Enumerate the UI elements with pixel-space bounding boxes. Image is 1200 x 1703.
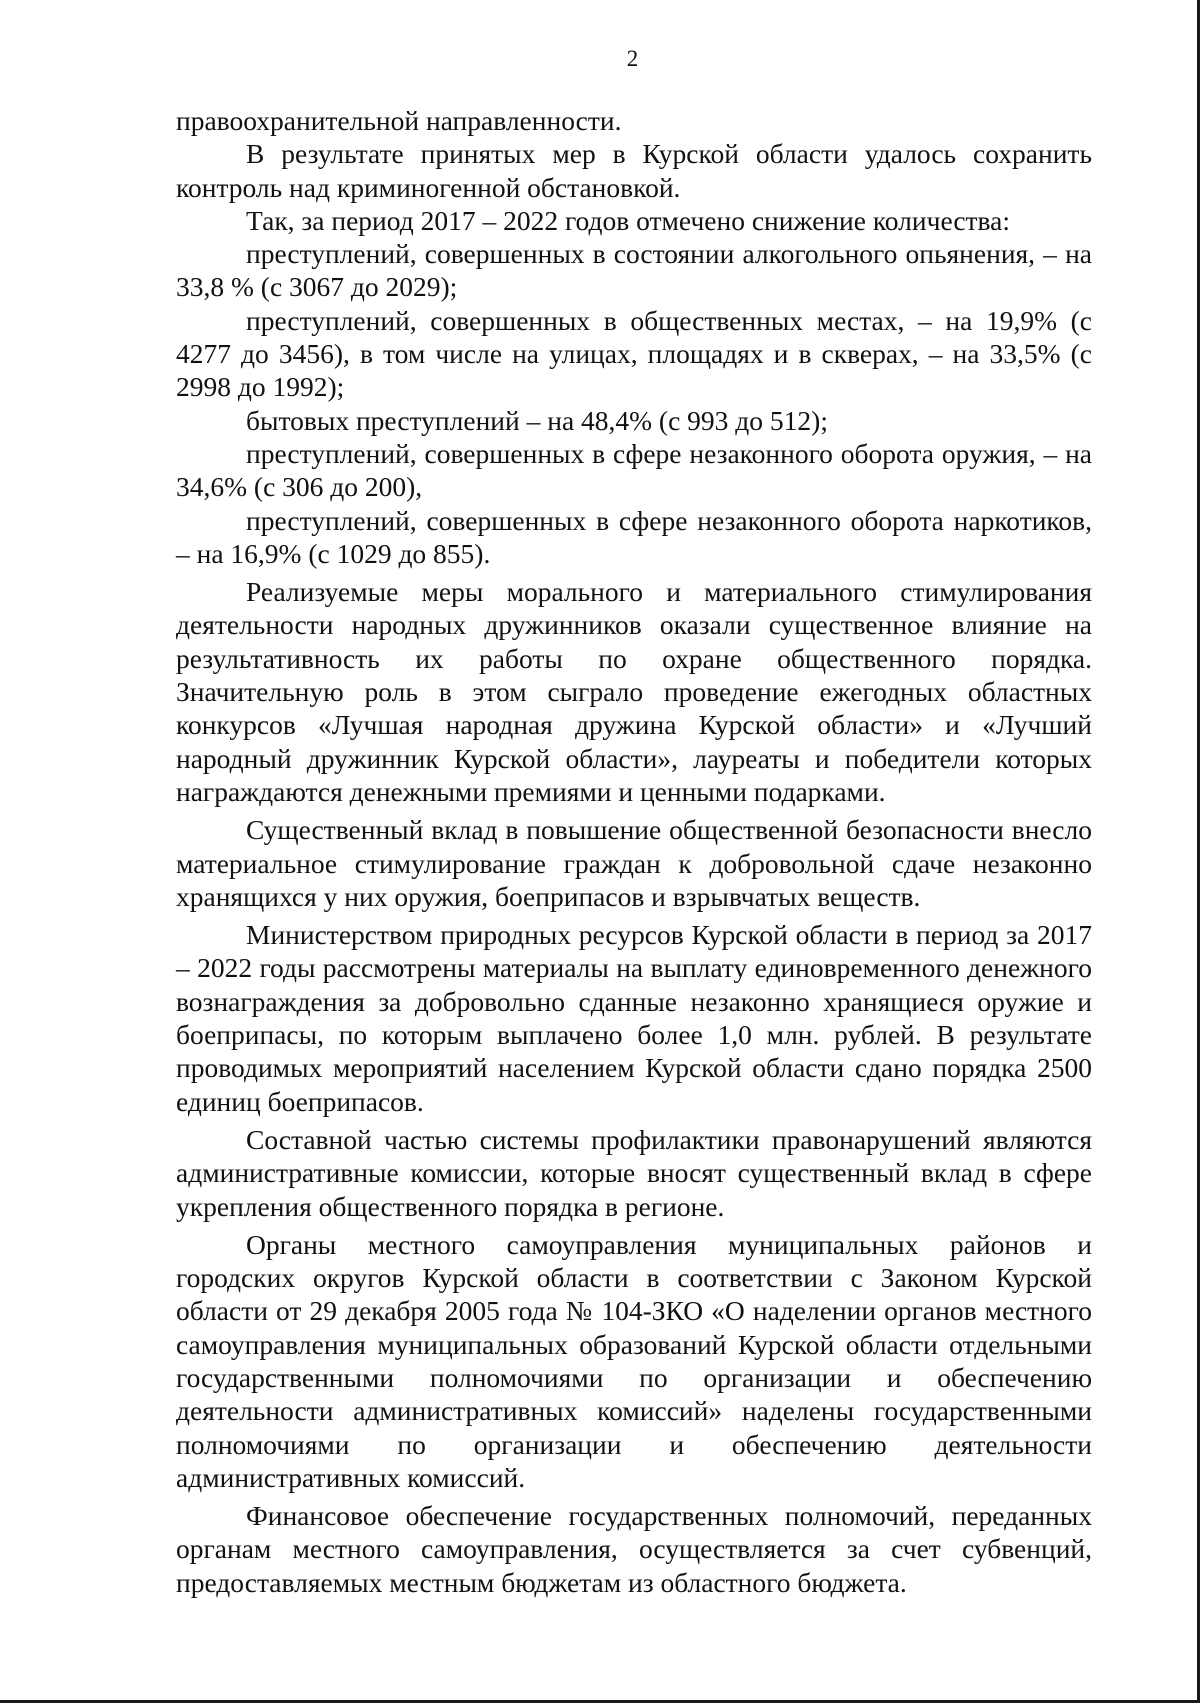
page-number: 2 [626,46,639,71]
list-item-public-places-crimes: преступлений, совершенных в общественных местах, – на 19,9% (с 4277 до 3456), в том числе на улицах, площадях и в скверах, – на 33,5% (с 2998 до 1992); [176,304,1092,403]
paragraph-continuation: правоохранительной направленности. [176,105,622,136]
paragraph-reduction-intro: Так, за период 2017 – 2022 годов отмечено снижение количества: [246,204,1011,236]
paragraph-result-control: В результате принятых мер в Курской области удалось сохранить контроль над криминогенной обстановкой. [176,138,1092,203]
list-item-alcohol-crimes: преступлений, совершенных в состоянии алкогольного опьянения, – на 33,8 % (с 3067 до 2029); [176,238,1092,303]
list-item-weapons-crimes: преступлений, совершенных в сфере незаконного оборота оружия, – на 34,6% (с 306 до 200), [176,437,1092,503]
paragraph-ministry-payments: Министерством природных ресурсов Курской области в период за 2017 – 2022 годы рассмотрены материалы на выплату единовременного денежного вознаграждения за добровольно сданные незаконно хранящиеся оружие и боеприпасы, по которым выплачено более 1,0 млн. рублей. В результате проводимых мероприятий населением Курской области сдано порядка 2500 единиц боеприпасов. [176,919,1092,1117]
list-item-drug-crimes: преступлений, совершенных в сфере незаконного оборота наркотиков, – на 16,9% (с 1029 до 855). [176,504,1092,569]
paragraph-local-authorities: Органы местного самоуправления муниципальных районов и городских округов Курской области в соответствии с Законом Курской области от 29 декабря 2005 года № 104-ЗКО «О наделении органов местного самоуправления муниципальных образований Курской области отдельными государственными полномочиями по организации и обеспечению деятельности административных комиссий» наделены государственными полномочиями по организации и обеспечению деятельности административных комиссий. [176,1228,1092,1493]
document-body [176,104,1092,1599]
paragraph-admin-commissions: Составной частью системы профилактики правонарушений являются административные комиссии, которые вносят существенный вклад в сфере укрепления общественного порядка в регионе. [176,1123,1092,1222]
list-item-domestic-crimes: бытовых преступлений – на 48,4% (с 993 до 512); [246,404,828,436]
paragraph-funding: Финансовое обеспечение государственных полномочий, переданных органам местного самоуправления, осуществляется за счет субвенций, предоставляемых местным бюджетам из областного бюджета. [176,1500,1092,1598]
paragraph-volunteer-incentives: Реализуемые меры морального и материального стимулирования деятельности народных дружинников оказали существенное влияние на результативность их работы по охране общественного порядка. Значительную роль в этом сыграло проведение ежегодных областных конкурсов «Лучшая народная дружина Курской области» и «Лучший народный дружинник Курской области», лауреаты и победители которых награждаются денежными премиями и ценными подарками. [176,576,1092,807]
paragraph-weapons-surrender: Существенный вклад в повышение общественной безопасности внесло материальное стимулирование граждан к добровольной сдаче незаконно хранящихся у них оружия, боеприпасов и взрывчатых веществ. [176,814,1092,912]
